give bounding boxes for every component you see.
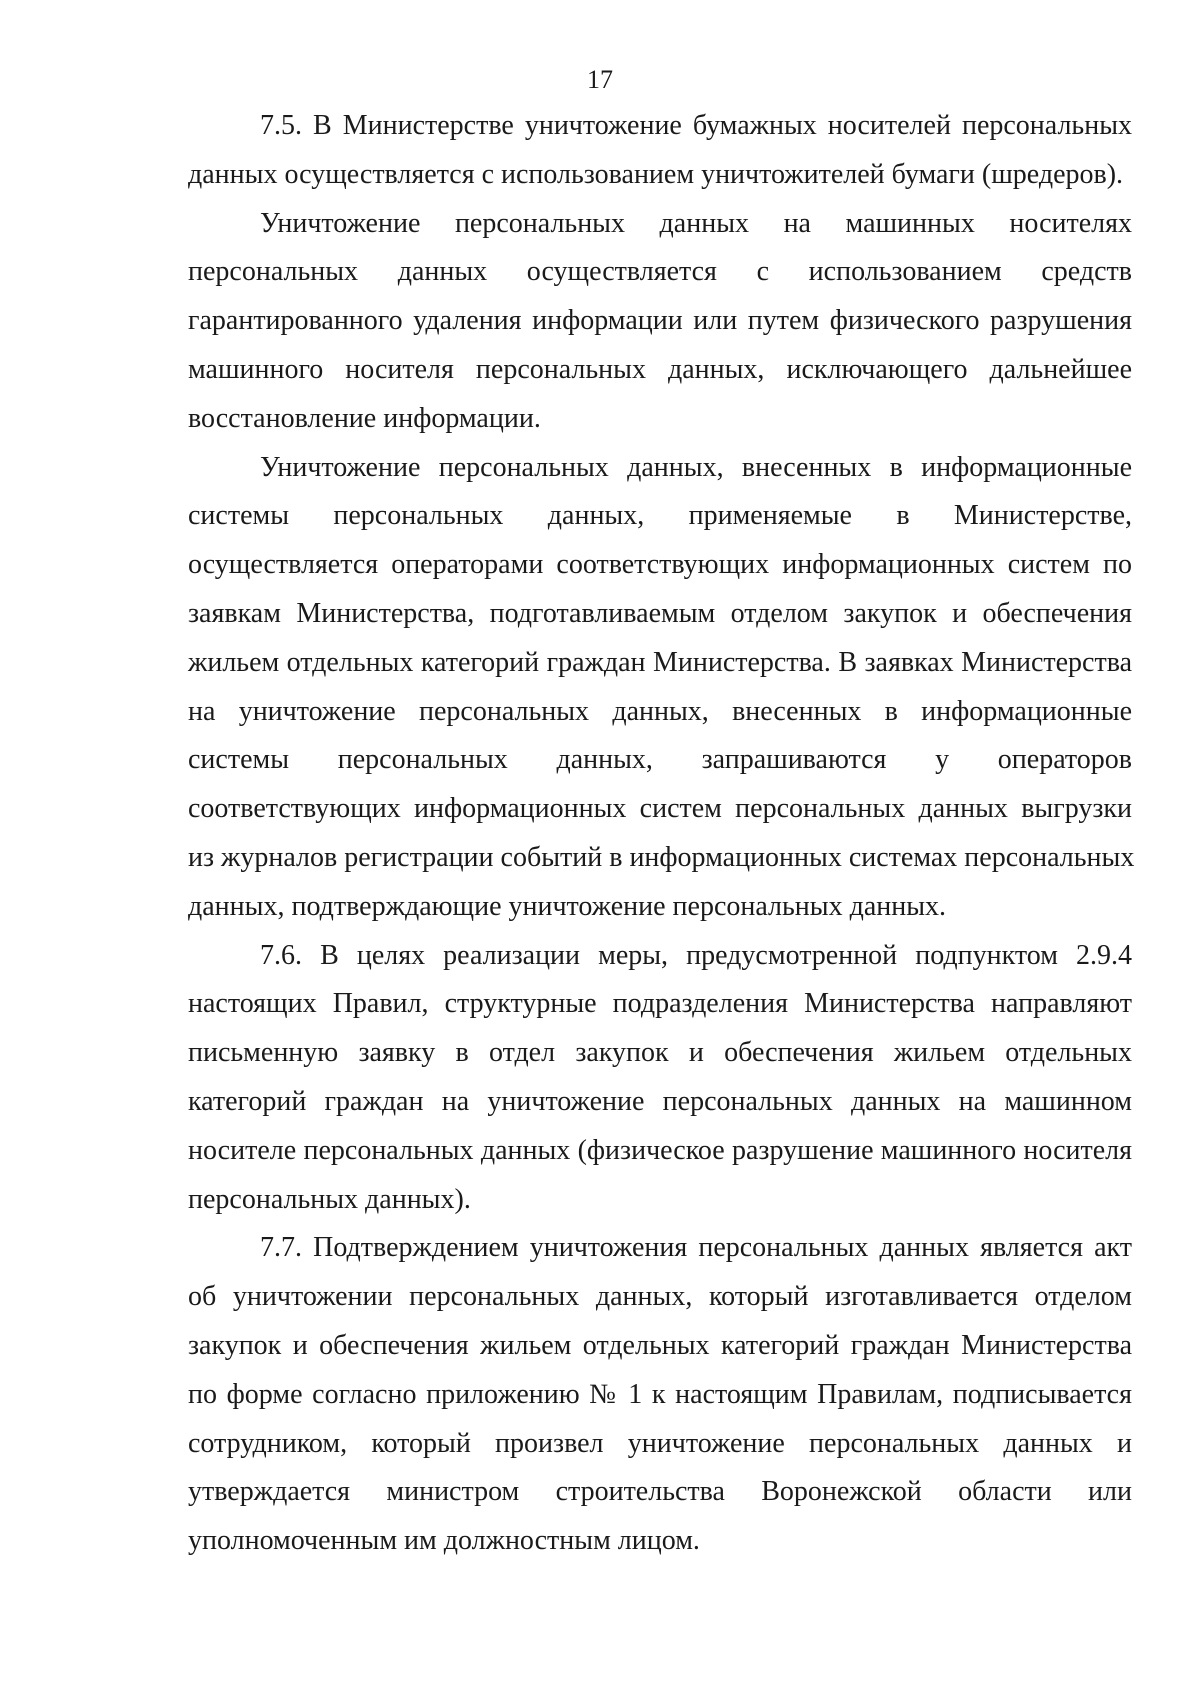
text-line: жильем отдельных категорий граждан Министерства. В заявках Министерства bbox=[188, 646, 1132, 678]
paragraph-7-6 bbox=[188, 932, 1132, 1225]
text-line: об уничтожении персональных данных, который изготавливается отделом bbox=[188, 1281, 1132, 1313]
text-line: закупок и обеспечения жильем отдельных категорий граждан Министерства bbox=[188, 1329, 1132, 1361]
text-line: восстановление информации. bbox=[188, 402, 541, 434]
text-line: настоящих Правил, структурные подразделения Министерства направляют bbox=[188, 988, 1132, 1020]
text-line: письменную заявку в отдел закупок и обеспечения жильем отдельных bbox=[188, 1037, 1132, 1069]
text-line: гарантированного удаления информации или путем физического разрушения bbox=[188, 305, 1132, 337]
text-line: Уничтожение персональных данных на машинных носителях bbox=[260, 207, 1132, 239]
text-line: 7.6. В целях реализации меры, предусмотренной подпунктом 2.9.4 bbox=[260, 939, 1132, 971]
text-line: системы персональных данных, применяемые в Министерстве, bbox=[188, 500, 1132, 532]
text-line: Уничтожение персональных данных, внесенных в информационные bbox=[260, 451, 1132, 483]
text-line: данных осуществляется с использованием уничтожителей бумаги (шредеров). bbox=[188, 158, 1124, 190]
text-line: заявкам Министерства, подготавливаемым отделом закупок и обеспечения bbox=[188, 597, 1132, 629]
text-line: по форме согласно приложению № 1 к настоящим Правилам, подписывается bbox=[188, 1378, 1132, 1410]
text-line: носителе персональных данных (физическое разрушение машинного носителя bbox=[188, 1134, 1132, 1166]
text-line: данных, подтверждающие уничтожение персональных данных. bbox=[188, 890, 947, 922]
text-line: 7.7. Подтверждением уничтожения персональных данных является акт bbox=[260, 1232, 1132, 1264]
paragraph-information-systems bbox=[188, 444, 1135, 932]
text-line: персональных данных). bbox=[188, 1183, 471, 1215]
text-line: осуществляется операторами соответствующих информационных систем по bbox=[188, 549, 1132, 581]
text-line: утверждается министром строительства Воронежской области или bbox=[188, 1476, 1132, 1508]
paragraph-machine-media bbox=[188, 200, 1132, 444]
text-line: персональных данных осуществляется с использованием средств bbox=[188, 256, 1132, 288]
text-line: машинного носителя персональных данных, исключающего дальнейшее bbox=[188, 353, 1132, 385]
text-line: сотрудником, который произвел уничтожение персональных данных и bbox=[188, 1427, 1132, 1459]
paragraph-7-5 bbox=[188, 102, 1132, 200]
page-number: 17 bbox=[587, 65, 613, 94]
text-line: 7.5. В Министерстве уничтожение бумажных носителей персональных bbox=[260, 110, 1132, 141]
text-line: на уничтожение персональных данных, внесенных в информационные bbox=[188, 695, 1132, 727]
text-line: категорий граждан на уничтожение персональных данных на машинном bbox=[188, 1085, 1132, 1117]
text-line: уполномоченным им должностным лицом. bbox=[188, 1525, 700, 1557]
document-body bbox=[188, 102, 1135, 1566]
text-line: из журналов регистрации событий в информационных системах персональных bbox=[188, 841, 1135, 873]
text-line: системы персональных данных, запрашиваются у операторов bbox=[188, 744, 1132, 776]
paragraph-7-7 bbox=[188, 1224, 1132, 1566]
text-line: соответствующих информационных систем персональных данных выгрузки bbox=[188, 793, 1132, 825]
